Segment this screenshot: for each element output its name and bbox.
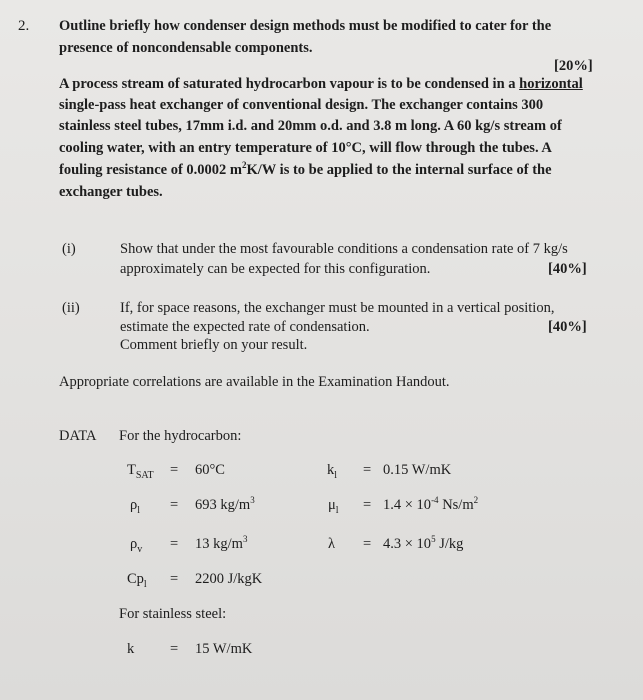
kl-value: 0.15 W/mK <box>383 462 452 478</box>
part-i-mark: [40%] <box>548 261 587 277</box>
part-ii-line-2: estimate the expected rate of condensation. <box>120 319 370 335</box>
steel-heading: For stainless steel: <box>119 606 227 622</box>
steel-k-symbol: k <box>127 641 135 657</box>
para-line-3: stainless steel tubes, 17mm i.d. and 20mm o.d. and 3.8 m long. A 60 kg/s stream of <box>59 118 562 134</box>
lambda-eq: = <box>363 536 372 552</box>
horizontal-word: horizontal <box>519 76 583 92</box>
kl-eq: = <box>363 462 372 478</box>
steel-k-value: 15 W/mK <box>195 641 253 657</box>
part-ii-label: (ii) <box>62 300 80 316</box>
rho-v-value: 13 $kg/m^3$ <box>195 534 248 552</box>
para-line-6: exchanger tubes. <box>59 184 163 200</box>
hydrocarbon-heading: For the hydrocarbon: <box>119 428 242 444</box>
mu-l-value: $1.4 \times 10^{-4}$ $Ns/m^2$ <box>383 495 479 513</box>
rho-l-symbol: $\rho_l$ <box>130 497 141 516</box>
cp-symbol: $Cp_l$ <box>127 571 147 590</box>
data-heading: DATA <box>59 428 97 444</box>
cp-eq: = <box>170 571 179 587</box>
steel-k-eq: = <box>170 641 179 657</box>
part-ii-line-1: If, for space reasons, the exchanger must be mounted in a vertical position, <box>120 300 555 316</box>
intro-mark: [20%] <box>554 58 593 74</box>
part-ii-mark: [40%] <box>548 319 587 335</box>
intro-line-2: presence of noncondensable components. <box>59 40 313 56</box>
para-line-1: A process stream of saturated hydrocarbon vapour is to be condensed in a horizontal <box>59 76 583 92</box>
question-number: 2. <box>18 18 30 34</box>
tsat-eq: = <box>170 462 179 478</box>
part-i-line-2: approximately can be expected for this configuration. <box>120 261 431 277</box>
part-ii-line-3: Comment briefly on your result. <box>120 337 308 353</box>
tsat-value: 60°C <box>195 462 225 478</box>
para-line-4: cooling water, with an entry temperature of 10°C, will flow through the tubes. A <box>59 140 552 156</box>
para-line-2: single-pass heat exchanger of conventional design. The exchanger contains 300 <box>59 97 544 113</box>
lambda-symbol: λ <box>328 536 336 552</box>
part-i-line-1: Show that under the most favourable conditions a condensation rate of 7 kg/s <box>120 241 568 257</box>
cp-value: 2200 J/kgK <box>195 571 263 587</box>
para-line-5: fouling resistance of 0.0002 $m^2K/W$ is to be applied to the internal surface of the <box>59 160 552 178</box>
kl-symbol: $k_l$ <box>327 462 338 481</box>
rho-l-eq: = <box>170 497 179 513</box>
mu-l-symbol: $\mu_l$ <box>328 497 339 516</box>
rho-v-symbol: $\rho_v$ <box>130 536 143 555</box>
tsat-symbol: $T_{SAT}$ <box>127 462 154 481</box>
rho-l-value: 693 $kg/m^3$ <box>195 495 255 513</box>
lambda-value: $4.3 \times 10^5$ J/kg <box>383 534 464 552</box>
intro-line-1: Outline briefly how condenser design methods must be modified to cater for the <box>59 18 552 34</box>
mu-l-eq: = <box>363 497 372 513</box>
rho-v-eq: = <box>170 536 179 552</box>
handout-note: Appropriate correlations are available in the Examination Handout. <box>59 374 450 390</box>
part-i-label: (i) <box>62 241 76 257</box>
